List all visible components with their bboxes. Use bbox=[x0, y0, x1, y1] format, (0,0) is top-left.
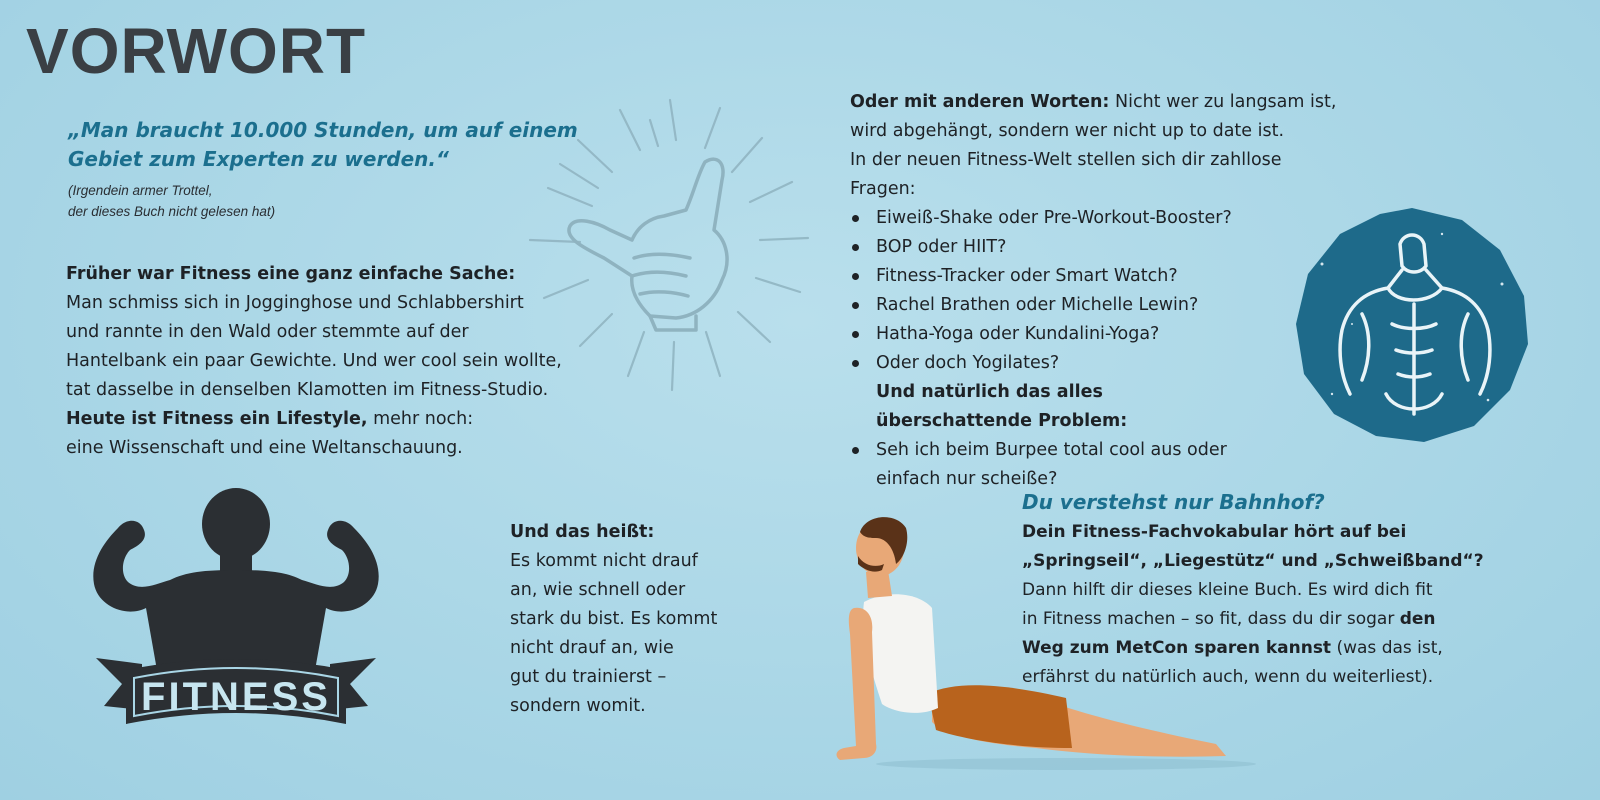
page-title: VORWORT bbox=[26, 15, 367, 87]
br-line-4: in Fitness machen – so fit, dass du dir sogar den bbox=[1022, 609, 1436, 629]
br-line-2: „Springseil“, „Liegestütz“ und „Schweißband“? bbox=[1022, 551, 1484, 571]
quote-source-line-2: der dieses Buch nicht gelesen hat) bbox=[68, 204, 276, 219]
right-line-1: Oder mit anderen Worten: Nicht wer zu langsam ist, bbox=[850, 92, 1337, 112]
list-item: Hatha-Yoga oder Kundalini-Yoga? bbox=[850, 320, 1350, 349]
fitness-banner-icon bbox=[86, 488, 386, 746]
br-line-5: Weg zum MetCon sparen kannst (was das ist, bbox=[1022, 638, 1443, 658]
list-item: BOP oder HIIT? bbox=[850, 233, 1350, 262]
list-item: Oder doch Yogilates? bbox=[850, 349, 1350, 378]
quote-line-2: Gebiet zum Experten zu werden.“ bbox=[68, 147, 449, 171]
muscle-man-badge-icon bbox=[1292, 204, 1532, 444]
left-line-2: und rannte in den Wald oder stemmte auf der bbox=[66, 322, 469, 342]
left-line-5: Heute ist Fitness ein Lifestyle, mehr noch: bbox=[66, 409, 474, 429]
br-line-1: Dein Fitness-Fachvokabular hört auf bei bbox=[1022, 522, 1407, 542]
right-line-3: In der neuen Fitness-Welt stellen sich dir zahllose Fragen: bbox=[850, 150, 1282, 199]
middle-line-5: gut du trainierst – bbox=[510, 667, 667, 687]
list-item: Fitness-Tracker oder Smart Watch? bbox=[850, 262, 1350, 291]
middle-column-text bbox=[510, 518, 740, 721]
br-line-6: erfährst du natürlich auch, wenn du weiterliest). bbox=[1022, 667, 1434, 687]
fitness-banner-text: FITNESS bbox=[141, 675, 331, 719]
middle-line-2: an, wie schnell oder bbox=[510, 580, 686, 600]
left-heading: Früher war Fitness eine ganz einfache Sache: bbox=[66, 264, 516, 284]
middle-line-3: stark du bist. Es kommt bbox=[510, 609, 718, 629]
list-item: Eiweiß-Shake oder Pre-Workout-Booster? bbox=[850, 204, 1350, 233]
left-line-3: Hantelbank ein paar Gewichte. Und wer cool sein wollte, bbox=[66, 351, 562, 371]
br-line-3: Dann hilft dir dieses kleine Buch. Es wird dich fit bbox=[1022, 580, 1433, 600]
middle-heading: Und das heißt: bbox=[510, 522, 655, 542]
right-column-text bbox=[850, 88, 1350, 494]
left-line-6: eine Wissenschaft und eine Weltanschauung. bbox=[66, 438, 463, 458]
left-line-4: tat dasselbe in denselben Klamotten im Fitness-Studio. bbox=[66, 380, 549, 400]
list-item: Seh ich beim Burpee total cool aus oder einfach nur scheiße? bbox=[850, 436, 1350, 494]
list-item: Rachel Brathen oder Michelle Lewin? bbox=[850, 291, 1350, 320]
question-list bbox=[850, 204, 1350, 378]
quote-source bbox=[68, 180, 468, 222]
bold-line-2: überschattende Problem: bbox=[876, 411, 1128, 431]
middle-line-1: Es kommt nicht drauf bbox=[510, 551, 698, 571]
bottom-right-text bbox=[1022, 518, 1592, 692]
bold-line-1: Und natürlich das alles bbox=[876, 382, 1103, 402]
right-line-2: wird abgehängt, sondern wer nicht up to date ist. bbox=[850, 121, 1285, 141]
left-column-text bbox=[66, 260, 626, 463]
bahnhof-heading: Du verstehst nur Bahnhof? bbox=[1022, 490, 1325, 514]
last-question bbox=[850, 436, 1350, 494]
middle-line-6: sondern womit. bbox=[510, 696, 646, 716]
quote-line-1: „Man braucht 10.000 Stunden, um auf einem bbox=[68, 118, 578, 142]
quote-source-line-1: (Irgendein armer Trottel, bbox=[68, 183, 213, 198]
middle-line-4: nicht drauf an, wie bbox=[510, 638, 674, 658]
left-line-1: Man schmiss sich in Jogginghose und Schlabbershirt bbox=[66, 293, 524, 313]
